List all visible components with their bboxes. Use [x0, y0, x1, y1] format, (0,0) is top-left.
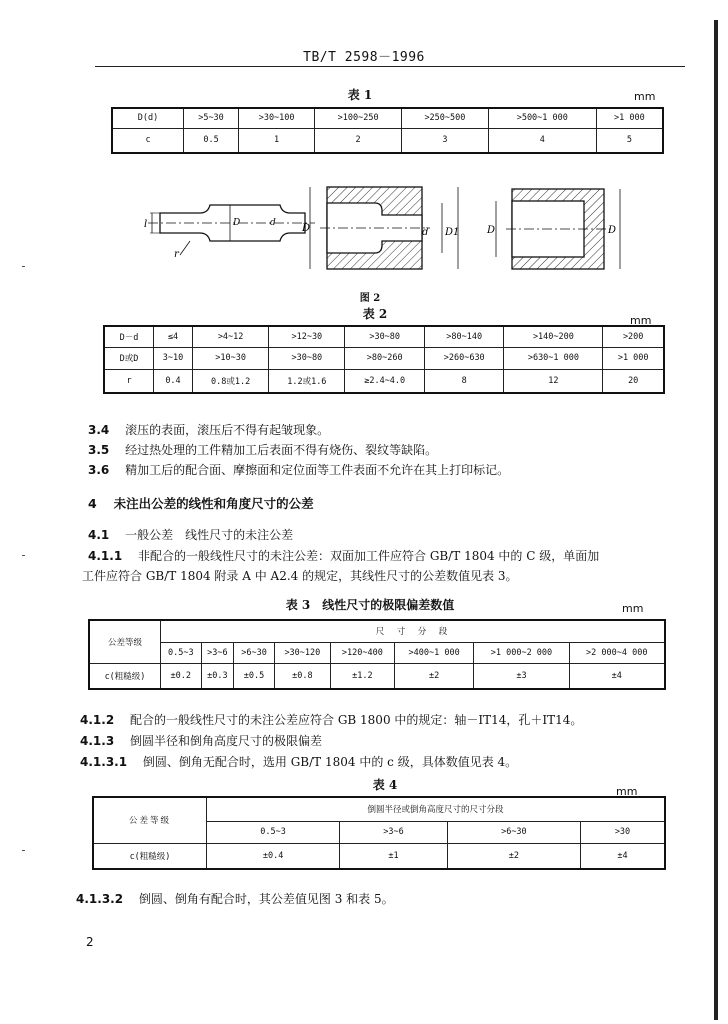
section-number: 4: [88, 496, 97, 511]
clause-number: 4.1.3: [80, 734, 115, 748]
table-cell: >30~100: [239, 108, 315, 128]
table-cell: 20: [603, 369, 664, 393]
figure-2: [130, 175, 630, 285]
table-cell: ±4: [580, 843, 665, 869]
margin-mark: [22, 850, 25, 851]
page-header: TB/T 2598－1996: [303, 50, 425, 65]
table-cell: 0.5~3: [161, 642, 202, 663]
table-cell: c(粗糙级): [93, 843, 207, 869]
scan-edge: [714, 20, 718, 1020]
table4-caption: 表 4: [372, 778, 398, 792]
table-cell: >400~1 000: [394, 642, 474, 663]
table-cell: >80~140: [424, 326, 504, 347]
table-cell: >30~80: [269, 347, 345, 369]
table-cell: 4: [488, 128, 596, 153]
table-cell: >3~6: [201, 642, 234, 663]
table-cell: 0.8或1.2: [193, 369, 269, 393]
clause-text: 精加工后的配合面、摩擦面和定位面等工件表面不允许在其上打印标记。: [125, 463, 510, 477]
table2-caption: 表 2: [362, 307, 388, 321]
table-cell: ±0.4: [207, 843, 340, 869]
page-number: 2: [86, 935, 94, 949]
clause-text: 一般公差 线性尺寸的未注公差: [125, 528, 294, 542]
table-header-cell: 公差等级: [89, 620, 161, 663]
table4-unit: mm: [616, 785, 638, 798]
table-cell: r: [104, 369, 154, 393]
clause-number: 3.4: [88, 423, 110, 437]
table-cell: >260~630: [424, 347, 504, 369]
clause-number: 3.6: [88, 463, 110, 477]
cup-label-D-left: D: [487, 225, 496, 236]
table-3: [88, 619, 666, 690]
table-cell: D－d: [104, 326, 154, 347]
clause-3-6: [88, 462, 509, 478]
table-cell: ±2: [394, 663, 474, 689]
clause-4-1-1-cont: 工件应符合 GB/T 1804 附录 A 中 A2.4 的规定，其线性尺寸的公差数值见表 3。: [82, 569, 518, 583]
table-cell: >10~30: [193, 347, 269, 369]
table-cell: ≤4: [154, 326, 193, 347]
clause-number: 4.1: [88, 528, 110, 542]
section-title: 未注出公差的线性和角度尺寸的公差: [113, 496, 314, 511]
clause-number: 4.1.3.1: [80, 755, 128, 769]
clause-text: 滚压的表面，滚压后不得有起皱现象。: [125, 423, 330, 437]
clause-text: 经过热处理的工件精加工后表面不得有烧伤、裂纹等缺陷。: [125, 443, 438, 457]
clause-4-1-3: [80, 733, 322, 749]
table-cell: ±0.8: [274, 663, 330, 689]
clause-text: 倒圆、倒角有配合时，其公差值见图 3 和表 5。: [138, 892, 394, 906]
table-cell: c(粗糙级): [89, 663, 161, 689]
shaft-drawing: [148, 205, 315, 255]
table-cell: >1 000: [603, 347, 664, 369]
table-cell: ≥2.4~4.0: [345, 369, 425, 393]
clause-4-1-3-1: [80, 754, 517, 770]
clause-4-1-2: [80, 712, 582, 728]
table-cell: 8: [424, 369, 504, 393]
table-cell: >30: [580, 821, 665, 843]
table-cell: >3~6: [340, 821, 448, 843]
table-cell: >140~200: [504, 326, 603, 347]
clause-3-4: [88, 422, 329, 438]
table2-unit: mm: [630, 314, 652, 327]
table-1: [111, 107, 664, 154]
table-cell: 0.5: [184, 128, 239, 153]
table-cell: 1: [239, 128, 315, 153]
bushing-label-d: d: [422, 227, 429, 238]
table-cell: 12: [504, 369, 603, 393]
margin-mark: [22, 266, 25, 267]
clause-4-1-3-2: [76, 891, 394, 907]
table-2: [103, 325, 665, 394]
table-cell: 1.2或1.6: [269, 369, 345, 393]
table-header-cell: 公差等级: [93, 797, 207, 843]
section-4-heading: [88, 496, 314, 512]
clause-4-1: [88, 527, 293, 543]
table-cell: c: [112, 128, 184, 153]
table-cell: >12~30: [269, 326, 345, 347]
table-cell: 2: [315, 128, 402, 153]
bushing-label-D1: D1: [445, 227, 460, 238]
table-cell: ±4: [569, 663, 665, 689]
table1-caption: 表 1: [347, 88, 373, 102]
table-header-cell: 尺 寸 分 段: [161, 620, 666, 642]
table-cell: ±1: [340, 843, 448, 869]
shaft-label-d: d: [270, 218, 276, 228]
table-cell: >200: [603, 326, 664, 347]
table-cell: >80~260: [345, 347, 425, 369]
table-cell: 0.5~3: [207, 821, 340, 843]
bushing-label-D: D: [302, 223, 311, 234]
table-cell: ±0.2: [161, 663, 202, 689]
table-cell: >630~1 000: [504, 347, 603, 369]
table-cell: >30~80: [345, 326, 425, 347]
table1-unit: mm: [634, 90, 656, 103]
clause-3-5: [88, 442, 437, 458]
clause-text: 倒圆、倒角无配合时，选用 GB/T 1804 中的 c 级，具体数值见表 4。: [142, 755, 518, 769]
table-cell: >120~400: [330, 642, 394, 663]
bushing-drawing: [320, 187, 430, 269]
table-cell: >100~250: [315, 108, 402, 128]
table-cell: >1 000: [596, 108, 663, 128]
table-cell: ±3: [474, 663, 569, 689]
shaft-label-l: l: [144, 219, 148, 230]
table-cell: >1 000~2 000: [474, 642, 569, 663]
table-cell: ±1.2: [330, 663, 394, 689]
clause-number: 3.5: [88, 443, 110, 457]
table-cell: >6~30: [234, 642, 275, 663]
clause-text: 配合的一般线性尺寸的未注公差应符合 GB 1800 中的规定：轴－IT14，孔＋IT14。: [130, 713, 583, 727]
table-cell: 5: [596, 128, 663, 153]
clause-number: 4.1.3.2: [76, 892, 124, 906]
table-cell: ±2: [447, 843, 580, 869]
table-cell: >250~500: [402, 108, 489, 128]
clause-number: 4.1.2: [80, 713, 115, 727]
clause-number: 4.1.1: [88, 549, 123, 563]
table-cell: >6~30: [447, 821, 580, 843]
table-cell: >4~12: [193, 326, 269, 347]
figure-2-caption: 图 2: [359, 293, 381, 304]
margin-mark: [22, 555, 25, 556]
table-cell: 3~10: [154, 347, 193, 369]
table-cell: ±0.5: [234, 663, 275, 689]
table-4: [92, 796, 666, 870]
table-cell: D或D: [104, 347, 154, 369]
table-cell: >30~120: [274, 642, 330, 663]
clause-text: 非配合的一般线性尺寸的未注公差：双面加工件应符合 GB/T 1804 中的 C 级，单面加: [138, 549, 600, 563]
table-cell: 3: [402, 128, 489, 153]
cup-drawing: [506, 189, 612, 269]
table3-caption: 表 3 线性尺寸的极限偏差数值: [285, 598, 455, 612]
shaft-label-D: D: [233, 218, 241, 228]
table-cell: 0.4: [154, 369, 193, 393]
table-cell: >2 000~4 000: [569, 642, 665, 663]
table-cell: D(d): [112, 108, 184, 128]
clause-4-1-1: [88, 548, 599, 564]
shaft-label-r: r: [174, 249, 179, 260]
table-header-cell: 倒圆半径或倒角高度尺寸的尺寸分段: [207, 797, 666, 821]
header-rule: [95, 66, 685, 67]
table-cell: ±0.3: [201, 663, 234, 689]
table3-unit: mm: [622, 602, 644, 615]
table-cell: >500~1 000: [488, 108, 596, 128]
table-cell: >5~30: [184, 108, 239, 128]
cup-label-D-right: D: [608, 225, 617, 236]
clause-text: 倒圆半径和倒角高度尺寸的极限偏差: [130, 734, 323, 748]
